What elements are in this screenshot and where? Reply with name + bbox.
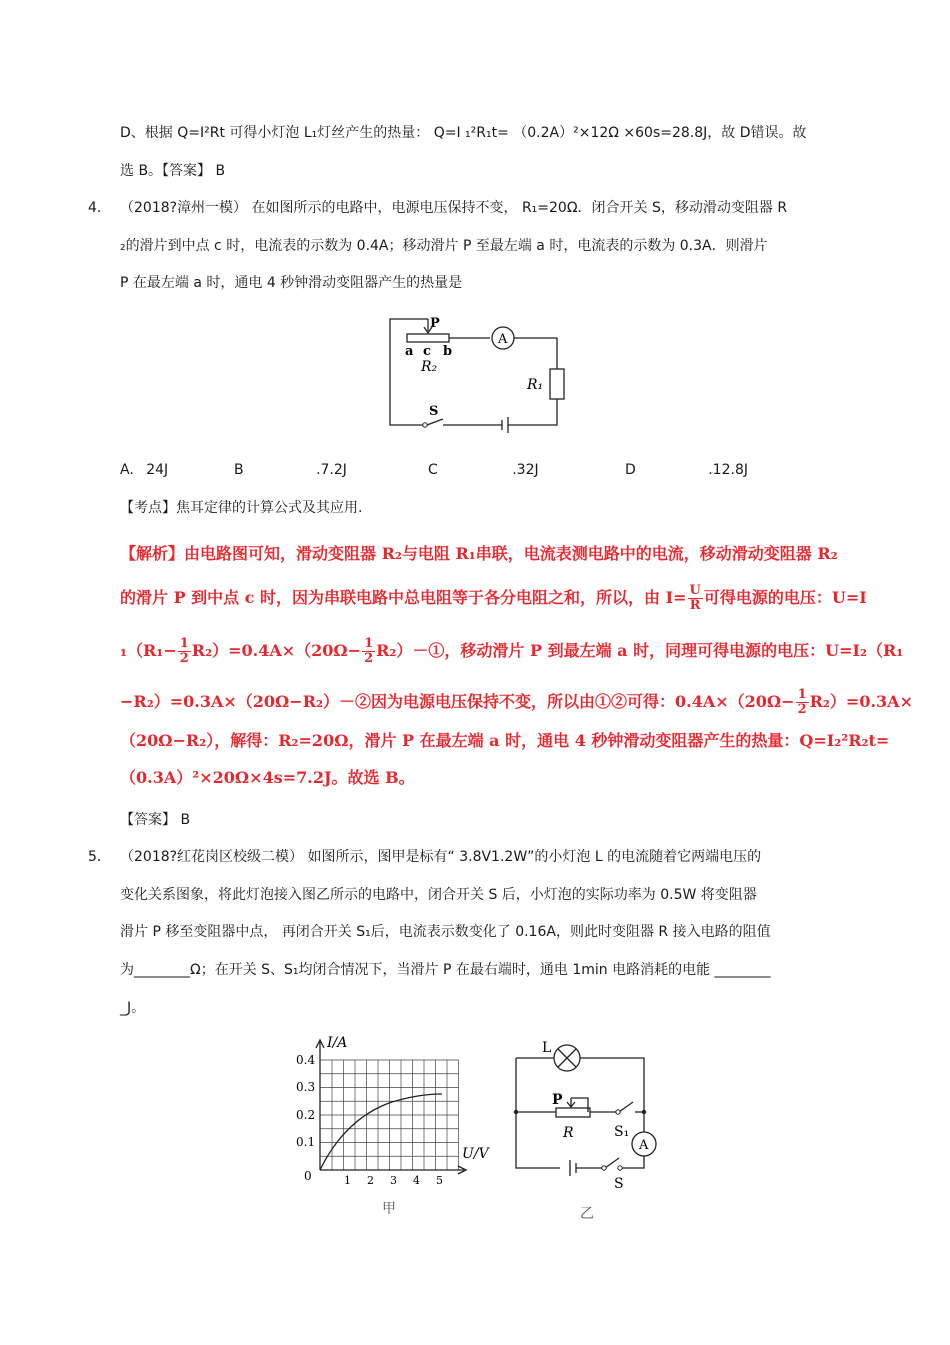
q5-graph-ytick: 0.4 [296, 1053, 316, 1067]
q4-option-c-letter: C [428, 462, 438, 478]
q5-stem-line3: 滑片 P 移至变阻器中点， 再闭合开关 S₁后，电流表示数变化了 0.16A，则此时变阻器 R 接入电路的阻值 [120, 924, 771, 940]
q5-graph-xtick: 5 [436, 1174, 443, 1187]
q5-circuit-label-l: L [542, 1040, 552, 1056]
q4-analysis-line2a: 的滑片 P 到中点 c 时，因为串联电路中总电阻等于各分电阻之和，所以，由 I= [120, 588, 687, 607]
q5-circuit-label-s1: S₁ [614, 1124, 630, 1140]
q3-option-d-line2: 选 B。【答案】 B [120, 163, 226, 179]
frac-numerator: 1 [179, 636, 189, 651]
q4-ammeter-label: A [498, 332, 508, 347]
q4-analysis-line4a: −R₂）=0.3A×（20Ω−R₂）－②因为电源电压保持不变，所以由①②可得：0.4A×（20Ω− [120, 692, 795, 711]
q4-analysis-frac-half-1 [178, 637, 191, 666]
q4-analysis-line4 [120, 688, 913, 717]
q4-analysis-line4b: R₂）=0.3A× [809, 692, 913, 711]
q4-analysis-line2 [120, 584, 867, 613]
q4-option-d [625, 460, 748, 480]
q4-label-r2: R₂ [421, 359, 438, 375]
q4-label-s: S [429, 404, 439, 419]
q5-number: 5． [88, 849, 111, 865]
q4-kaodian: 【考点】焦耳定律的计算公式及其应用. [120, 500, 363, 516]
frac-denominator: 2 [797, 702, 807, 717]
q4-option-c-value: .32J [512, 462, 539, 478]
frac-numerator: 1 [364, 636, 374, 651]
q5-graph-ylabel: I/A [327, 1035, 348, 1051]
q5-graph-xlabel: U/V [462, 1146, 489, 1162]
q5-graph-caption: 甲 [382, 1201, 396, 1217]
q5-stem-line4: 为________Ω；在开关 S、S₁均闭合情况下，当滑片 P 在最右端时，通电 1min 电路消耗的电能 ________ [120, 962, 771, 978]
q5-graph-jia [292, 1030, 502, 1224]
q4-label-a: a [405, 344, 414, 359]
q4-analysis-line2b: 可得电源的电压：U=I [703, 588, 867, 607]
q4-option-b-letter: B [234, 462, 244, 478]
q4-option-a-letter: A. [120, 462, 134, 478]
q5-graph-origin: 0 [304, 1169, 312, 1183]
q5-stem-line1: （2018?红花岗区校级二模） 如图所示，图甲是标有“ 3.8V1.2W”的小灯泡 L 的电流随着它两端电压的 [120, 849, 762, 865]
q5-circuit-caption: 乙 [580, 1206, 594, 1222]
q4-option-d-letter: D [625, 462, 636, 478]
q5-graph-xtick: 1 [344, 1174, 351, 1187]
q4-analysis-line3b: R₂）=0.4A×（20Ω− [191, 641, 362, 660]
q4-option-d-value: .12.8J [708, 462, 748, 478]
q4-option-b [234, 460, 347, 480]
q5-circuit-label-p: P [552, 1092, 563, 1108]
q4-option-a-value: 24J [146, 462, 169, 478]
q4-analysis-frac-half-2 [362, 637, 375, 666]
frac-numerator: 1 [797, 687, 807, 702]
q4-analysis-line1: 【解析】由电路图可知，滑动变阻器 R₂与电阻 R₁串联，电流表测电路中的电流，移动滑动变阻器 R₂ [120, 544, 838, 563]
q3-option-d-line1: D、根据 Q=I²Rt 可得小灯泡 L₁灯丝产生的热量： Q=I ₁²R₁t= （0.2A）²×12Ω ×60s=28.8J，故 D错误。故 [120, 125, 807, 141]
q4-label-r1: R₁ [527, 377, 544, 393]
q4-stem-line2: ₂的滑片到中点 c 时，电流表的示数为 0.4A；移动滑片 P 至最左端 a 时，电流表的示数为 0.3A．则滑片 [120, 238, 768, 254]
q4-answer: 【答案】 B [120, 812, 191, 828]
q4-analysis-line3c: R₂）－①，移动滑片 P 到最左端 a 时，同理可得电源的电压：U=I₂（R₁ [376, 641, 904, 660]
q4-circuit-diagram [385, 305, 570, 444]
q5-graph-xtick: 2 [367, 1174, 374, 1187]
q4-label-p: P [430, 316, 440, 331]
q5-graph-xtick: 4 [413, 1174, 420, 1187]
q4-analysis-line3a: ₁（R₁− [120, 641, 177, 660]
q4-option-b-value: .7.2J [316, 462, 347, 478]
frac-numerator: U [689, 583, 701, 598]
q4-analysis-line5: （20Ω−R₂），解得：R₂=20Ω，滑片 P 在最左端 a 时，通电 4 秒钟滑动变阻器产生的热量：Q=I₂²R₂t= [120, 731, 890, 750]
q4-analysis-frac-half-3 [796, 688, 809, 717]
q5-graph-xtick: 3 [390, 1174, 397, 1187]
q5-circuit-label-r: R [563, 1125, 574, 1141]
q5-graph-ytick: 0.2 [296, 1108, 316, 1122]
q4-analysis-frac-ur [688, 584, 703, 613]
q4-option-c [428, 460, 539, 480]
q5-circuit-label-s: S [614, 1176, 624, 1192]
q4-label-c: c [423, 344, 431, 359]
q5-circuit-yi [508, 1040, 688, 1229]
q4-number: 4． [88, 200, 111, 216]
q5-graph-ytick: 0.1 [296, 1135, 316, 1149]
frac-denominator: 2 [179, 651, 189, 666]
q4-analysis-line3 [120, 637, 903, 666]
q4-analysis-line6: （0.3A）²×20Ω×4s=7.2J。故选 B。 [120, 768, 415, 787]
q5-graph-ytick: 0.3 [296, 1080, 316, 1094]
q5-stem-line5: _J。 [120, 1000, 146, 1016]
frac-denominator: R [689, 598, 701, 613]
q4-option-a [120, 460, 168, 480]
q4-label-b: b [443, 344, 453, 359]
q4-stem-line1: （2018?漳州一模） 在如图所示的电路中，电源电压保持不变， R₁=20Ω．闭合开关 S，移动滑动变阻器 R [120, 200, 788, 216]
frac-denominator: 2 [364, 651, 374, 666]
q5-stem-line2: 变化关系图象，将此灯泡接入图乙所示的电路中，闭合开关 S 后，小灯泡的实际功率为 0.5W 将变阻器 [120, 887, 757, 903]
q5-ammeter-label: A [639, 1138, 649, 1153]
q4-stem-line3: P 在最左端 a 时，通电 4 秒钟滑动变阻器产生的热量是 [120, 275, 463, 291]
